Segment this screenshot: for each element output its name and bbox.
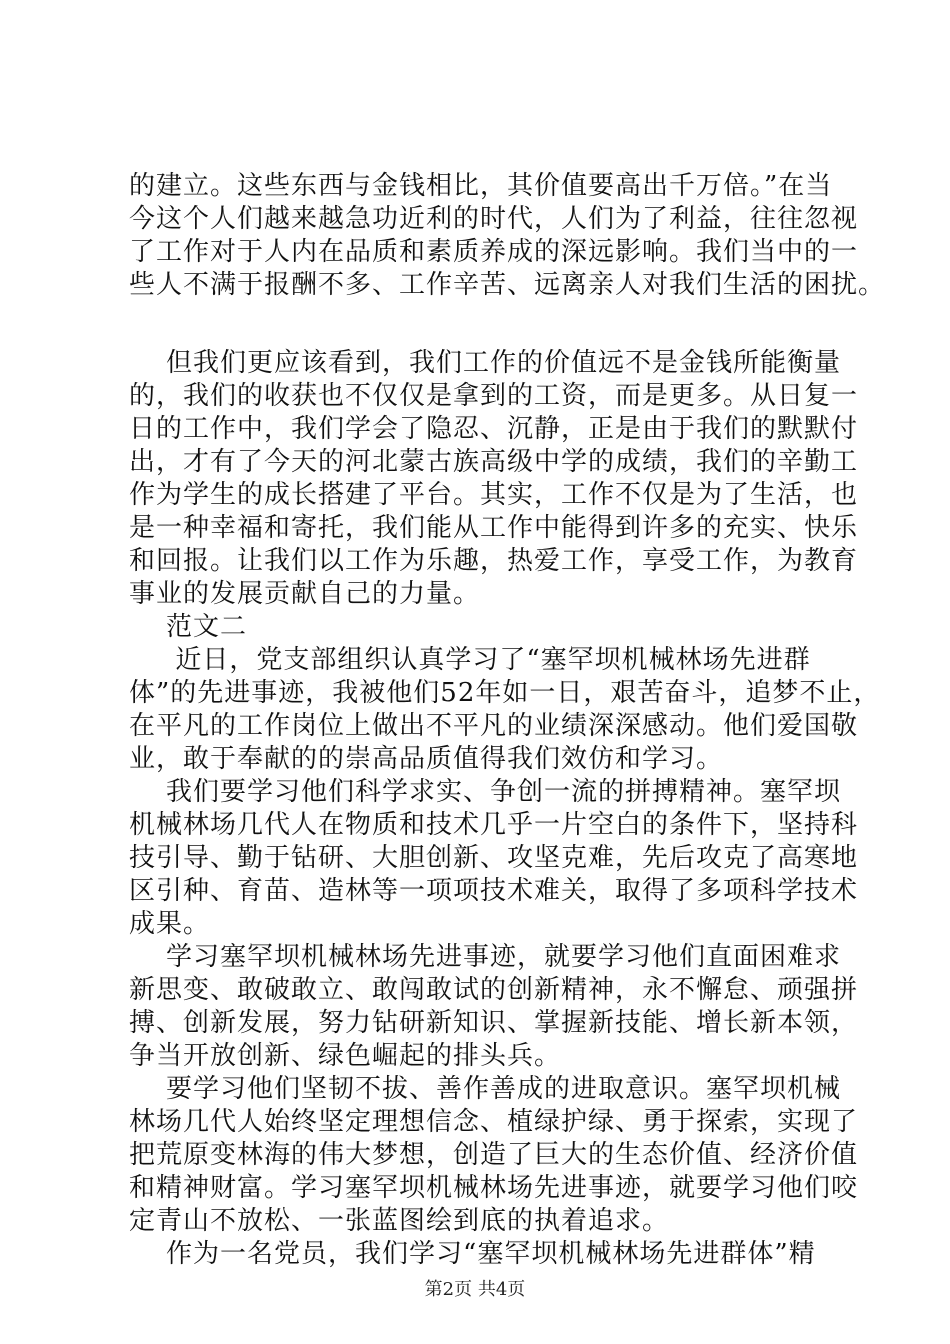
text-line: 搏、创新发展，努力钻研新知识、掌握新技能、增长新本领， <box>129 1008 859 1038</box>
text-line: 把荒原变林海的伟大梦想，创造了巨大的生态价值、经济价值 <box>129 1140 859 1170</box>
paragraph-2 <box>129 347 881 1271</box>
text-line: 但我们更应该看到，我们工作的价值远不是金钱所能衡量 <box>129 348 842 378</box>
paragraph-spacer <box>129 302 829 347</box>
document-body <box>129 170 886 1271</box>
text-line: 和精神财富。学习塞罕坝机械林场先进事迹，就要学习他们咬 <box>129 1173 859 1203</box>
text-line: 在平凡的工作岗位上做出不平凡的业绩深深感动。他们爱国敬 <box>129 711 859 741</box>
text-line: 和回报。让我们以工作为乐趣，热爱工作，享受工作，为教育 <box>129 546 859 576</box>
text-line: 些人不满于报酬不多、工作辛苦、远离亲人对我们生活的困扰。 <box>129 270 886 300</box>
text-line: 定青山不放松、一张蓝图绘到底的执着追求。 <box>129 1206 670 1236</box>
text-line: 近日，党支部组织认真学习了“塞罕坝机械林场先进群 <box>129 645 811 675</box>
text-line: 出，才有了今天的河北蒙古族高级中学的成绩，我们的辛勤工 <box>129 447 859 477</box>
page-number-footer: 第2页 共4页 <box>424 1279 526 1300</box>
text-line: 事业的发展贡献自己的力量。 <box>129 579 481 609</box>
text-line: 日的工作中，我们学会了隐忍、沉静，正是由于我们的默默付 <box>129 414 859 444</box>
text-line: 了工作对于人内在品质和素质养成的深远影响。我们当中的一 <box>129 237 859 267</box>
text-line: 的，我们的收获也不仅仅是拿到的工资，而是更多。从日复一 <box>129 381 859 411</box>
paragraph-1 <box>129 170 886 302</box>
text-line: 技引导、勤于钻研、大胆创新、攻坚克难，先后攻克了高寒地 <box>129 843 859 873</box>
text-line: 是一种幸福和寄托，我们能从工作中能得到许多的充实、快乐 <box>129 513 859 543</box>
text-line: 业，敢于奉献的的崇高品质值得我们效仿和学习。 <box>129 744 724 774</box>
text-line: 作为学生的成长搭建了平台。其实，工作不仅是为了生活，也 <box>129 480 859 510</box>
text-line: 成果。 <box>129 909 211 939</box>
text-line: 今这个人们越来越急功近利的时代，人们为了利益，往往忽视 <box>129 204 859 234</box>
text-line: 我们要学习他们科学求实、争创一流的拼搏精神。塞罕坝 <box>129 777 842 807</box>
text-line: 林场几代人始终坚定理想信念、植绿护绿、勇于探索，实现了 <box>129 1107 859 1137</box>
text-line: 作为一名党员，我们学习“塞罕坝机械林场先进群体”精 <box>129 1239 816 1269</box>
text-line: 学习塞罕坝机械林场先进事迹，就要学习他们直面困难求 <box>129 942 842 972</box>
text-line: 的建立。这些东西与金钱相比，其价值要高出千万倍。”在当 <box>129 171 833 201</box>
text-line: 要学习他们坚韧不拔、善作善成的进取意识。塞罕坝机械 <box>129 1074 842 1104</box>
text-line: 新思变、敢破敢立、敢闯敢试的创新精神，永不懈怠、顽强拼 <box>129 975 859 1005</box>
text-line: 争当开放创新、绿色崛起的排头兵。 <box>129 1041 562 1071</box>
section-heading: 范文二 <box>129 612 248 642</box>
text-line: 体”的先进事迹，我被他们52年如一日，艰苦奋斗，追梦不止， <box>129 678 881 708</box>
text-line: 区引种、育苗、造林等一项项技术难关，取得了多项科学技术 <box>129 876 859 906</box>
text-line: 机械林场几代人在物质和技术几乎一片空白的条件下，坚持科 <box>129 810 859 840</box>
